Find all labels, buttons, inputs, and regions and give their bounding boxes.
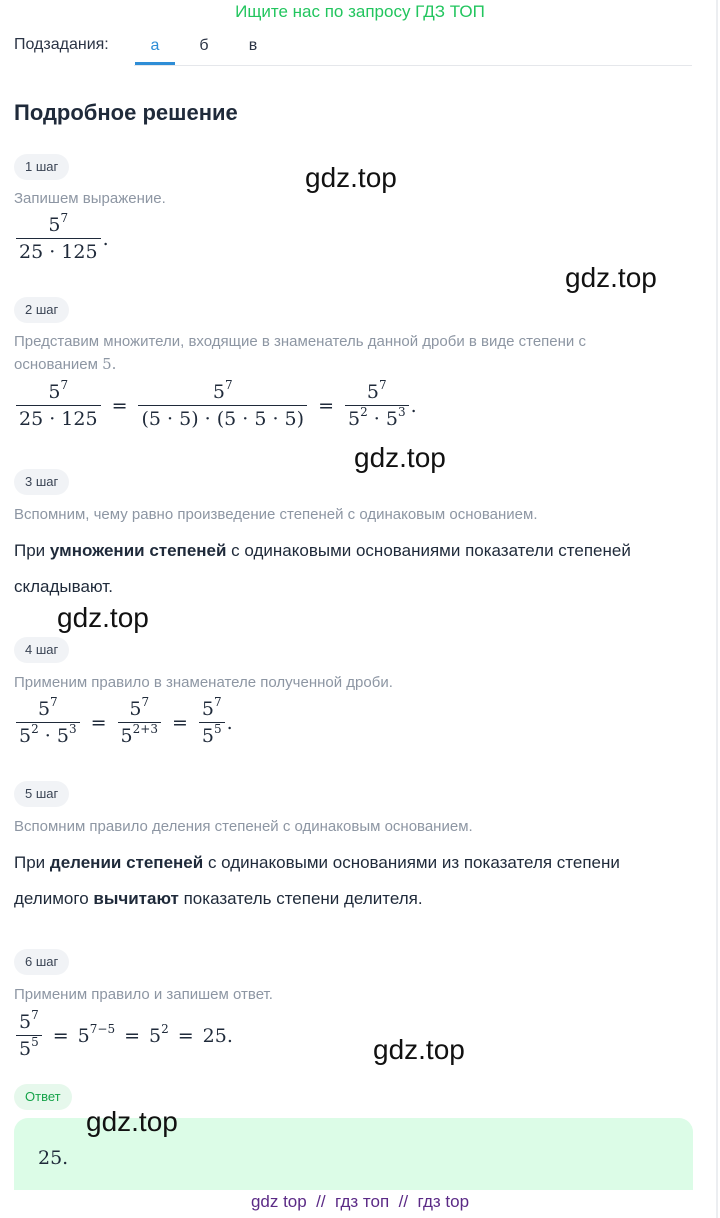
fraction: $\frac{5^7}{5^2 \cdot 5^3}$: [345, 381, 409, 430]
step-hint-4: Применим правило в знаменателе полученной дроби.: [14, 674, 393, 691]
step-2-formula: $\frac{5^7}{25 \cdot 125}$ = $\frac{5^7}{(5 \cdot 5) \cdot (5 \cdot 5 \cdot 5)}$ = $\frac{5^7}{5^2 \cdot 5^3}$ .: [14, 381, 417, 430]
multiplication-rule: При умножении степеней с одинаковыми основаниями показатели степеней складывают.: [14, 541, 631, 596]
step-hint-3: Вспомним, чему равно произведение степеней с одинаковым основанием.: [14, 506, 538, 523]
tab-v[interactable]: в: [248, 37, 258, 54]
step-4-formula: $\frac{5^7}{5^2 \cdot 5^3}$ = $\frac{5^7}{5^{2+3}}$ = $\frac{5^7}{5^5}$ .: [14, 698, 233, 747]
fraction: $\frac{5^7}{25 \cdot 125}$: [16, 381, 101, 430]
step-hint-1: Запишем выражение.: [14, 190, 166, 207]
answer-badge: Ответ: [14, 1084, 72, 1110]
watermark: gdz.top: [57, 602, 149, 633]
fraction: $\frac{5^7}{(5 \cdot 5) \cdot (5 \cdot 5 \cdot 5)}$: [138, 381, 307, 430]
search-hint-link[interactable]: Ищите нас по запросу ГДЗ ТОП: [235, 2, 485, 21]
step-badge-3: 3 шаг: [14, 469, 69, 495]
watermark: gdz.top: [305, 162, 397, 193]
watermark: gdz.top: [354, 442, 446, 473]
page-title: Подробное решение: [14, 100, 238, 125]
answer-value: 25.: [38, 1147, 69, 1169]
fraction: $\frac{5^7}{5^2 \cdot 5^3}$: [16, 698, 80, 747]
tab-b[interactable]: б: [199, 37, 209, 54]
step-badge-1: 1 шаг: [14, 154, 69, 180]
step-1-formula: $\frac{5^7}{25 \cdot 125}$ .: [14, 214, 109, 263]
step-badge-4: 4 шаг: [14, 637, 69, 663]
step-badge-2: 2 шаг: [14, 297, 69, 323]
tabs-divider: [134, 65, 692, 66]
fraction: $\frac{5^7}{25 \cdot 125}$: [16, 214, 101, 263]
subtasks-label: Подзадания:: [14, 36, 109, 53]
step-hint-6: Применим правило и запишем ответ.: [14, 986, 273, 1003]
step-badge-5: 5 шаг: [14, 781, 69, 807]
step-6-formula: $\frac{5^7}{5^5}$ = $5^{7-5}$ = $5^2$ = 25.: [14, 1011, 233, 1060]
watermark: gdz.top: [373, 1034, 465, 1065]
fraction: $\frac{5^7}{5^5}$: [16, 1011, 42, 1060]
scrollbar-track[interactable]: [716, 0, 718, 1218]
watermark: gdz.top: [86, 1106, 178, 1137]
tab-a[interactable]: а: [135, 34, 175, 65]
footer-links[interactable]: gdz top // гдз топ // гдз top: [250, 1192, 470, 1211]
fraction: $\frac{5^7}{5^{2+3}}$: [118, 698, 161, 747]
division-rule: При делении степеней с одинаковыми основаниями из показателя степени делимого вычитают показатель степени делителя.: [14, 853, 620, 908]
step-badge-6: 6 шаг: [14, 949, 69, 975]
fraction: $\frac{5^7}{5^5}$: [199, 698, 225, 747]
step-hint-5: Вспомним правило деления степеней с одинаковым основанием.: [14, 818, 473, 835]
watermark: gdz.top: [565, 262, 657, 293]
step-hint-2: Представим множители, входящие в знаменатель данной дроби в виде степени с основанием 5.: [14, 333, 586, 373]
